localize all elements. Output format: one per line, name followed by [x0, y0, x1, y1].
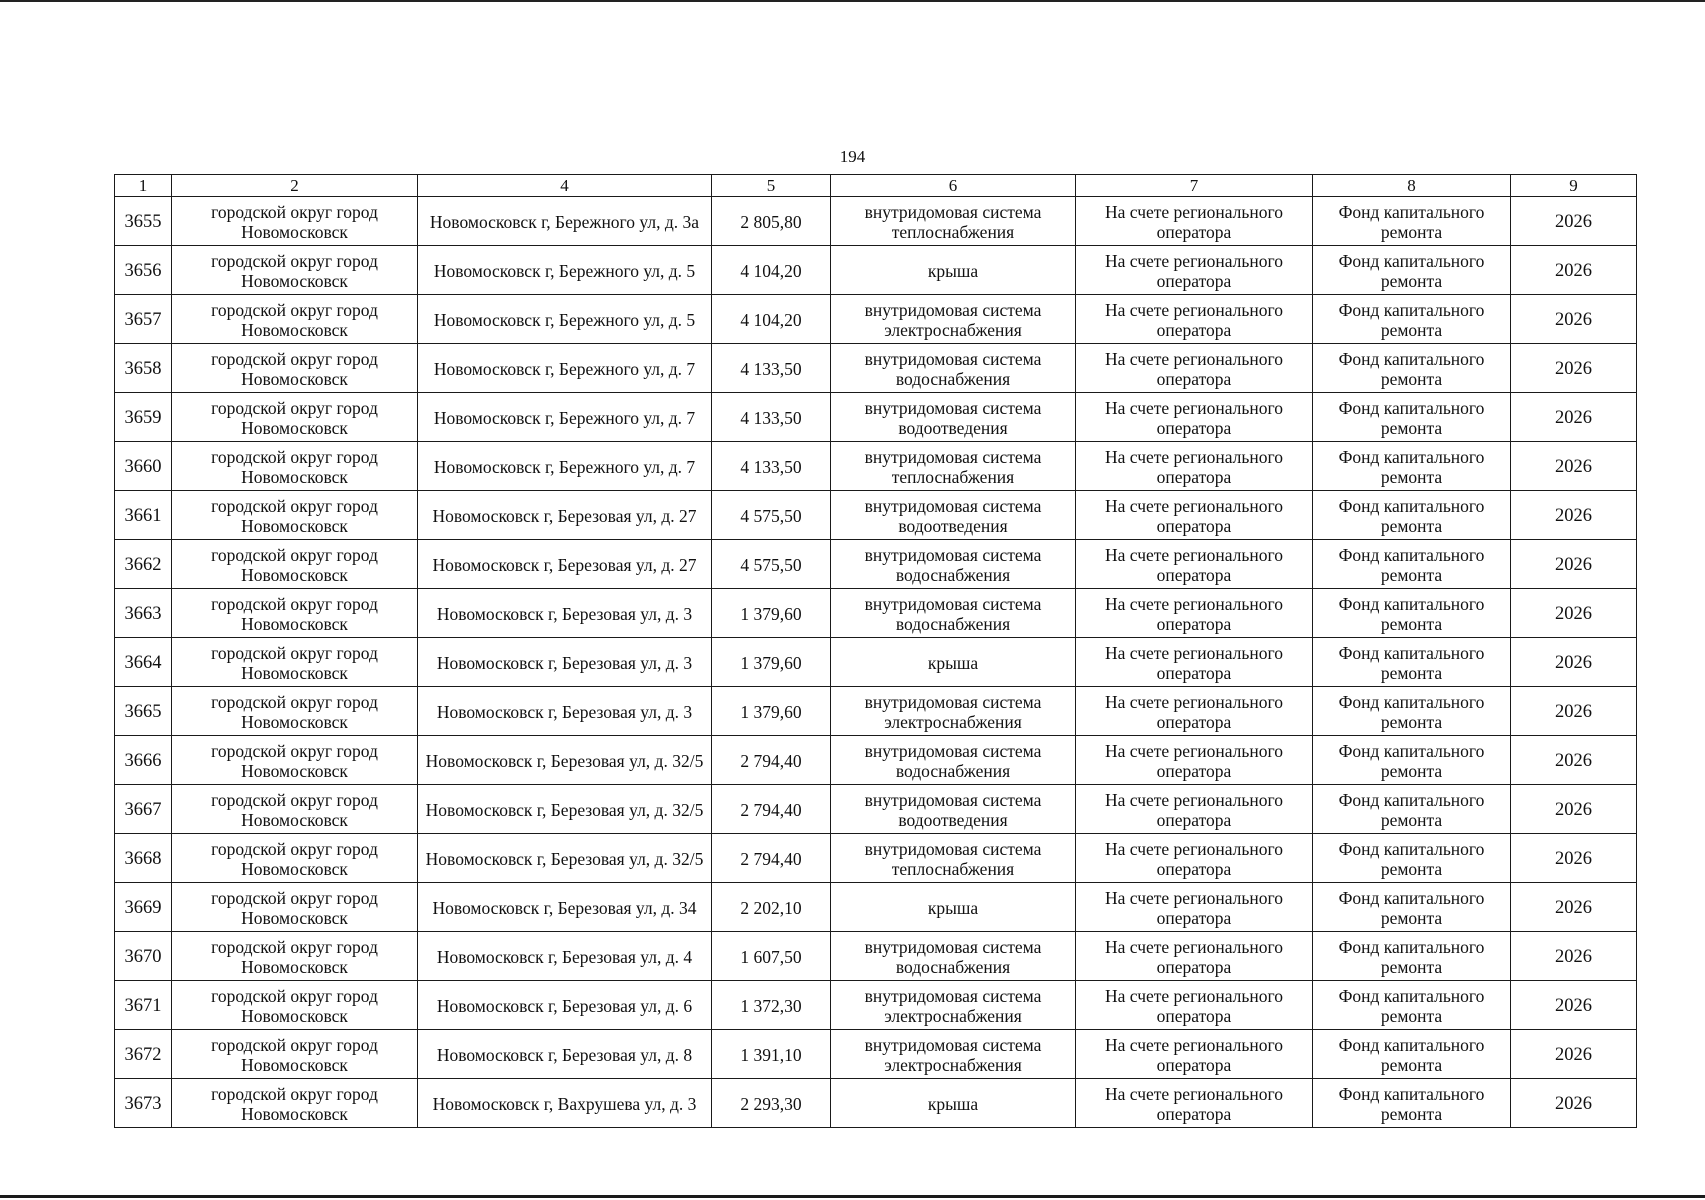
column-header: 8 — [1313, 175, 1511, 197]
table-row — [115, 1079, 1637, 1128]
address-cell: Новомосковск г, Березовая ул, д. 3 — [418, 687, 712, 736]
address-cell: Новомосковск г, Березовая ул, д. 4 — [418, 932, 712, 981]
area-cell: 4 133,50 — [712, 393, 831, 442]
row-number-cell: 3657 — [115, 295, 172, 344]
work-type-cell: внутридомовая система водоотведения — [831, 785, 1076, 834]
row-number-cell: 3662 — [115, 540, 172, 589]
year-cell: 2026 — [1511, 295, 1637, 344]
registry-table — [114, 174, 1637, 1128]
area-cell: 4 575,50 — [712, 540, 831, 589]
work-type-cell: внутридомовая система электроснабжения — [831, 981, 1076, 1030]
row-number-cell: 3655 — [115, 197, 172, 246]
work-type-cell: крыша — [831, 1079, 1076, 1128]
address-cell: Новомосковск г, Березовая ул, д. 34 — [418, 883, 712, 932]
scan-top-edge — [0, 0, 1705, 2]
fund-cell: Фонд капитального ремонта — [1313, 638, 1511, 687]
area-cell: 2 293,30 — [712, 1079, 831, 1128]
year-cell: 2026 — [1511, 393, 1637, 442]
year-cell: 2026 — [1511, 540, 1637, 589]
row-number-cell: 3665 — [115, 687, 172, 736]
table-row — [115, 442, 1637, 491]
row-number-cell: 3659 — [115, 393, 172, 442]
row-number-cell: 3671 — [115, 981, 172, 1030]
municipality-cell: городской округ город Новомосковск — [172, 442, 418, 491]
account-cell: На счете регионального оператора — [1076, 442, 1313, 491]
account-cell: На счете регионального оператора — [1076, 638, 1313, 687]
year-cell: 2026 — [1511, 589, 1637, 638]
table-row — [115, 1030, 1637, 1079]
column-header: 7 — [1076, 175, 1313, 197]
address-cell: Новомосковск г, Березовая ул, д. 27 — [418, 540, 712, 589]
area-cell: 4 575,50 — [712, 491, 831, 540]
address-cell: Новомосковск г, Бережного ул, д. 5 — [418, 295, 712, 344]
account-cell: На счете регионального оператора — [1076, 295, 1313, 344]
row-number-cell: 3673 — [115, 1079, 172, 1128]
table-row — [115, 981, 1637, 1030]
work-type-cell: внутридомовая система электроснабжения — [831, 1030, 1076, 1079]
table-row — [115, 540, 1637, 589]
address-cell: Новомосковск г, Березовая ул, д. 3 — [418, 638, 712, 687]
account-cell: На счете регионального оператора — [1076, 834, 1313, 883]
address-cell: Новомосковск г, Березовая ул, д. 3 — [418, 589, 712, 638]
account-cell: На счете регионального оператора — [1076, 981, 1313, 1030]
work-type-cell: крыша — [831, 246, 1076, 295]
column-header: 1 — [115, 175, 172, 197]
fund-cell: Фонд капитального ремонта — [1313, 785, 1511, 834]
table-row — [115, 736, 1637, 785]
table-body — [115, 175, 1637, 1128]
table-row — [115, 687, 1637, 736]
municipality-cell: городской округ город Новомосковск — [172, 295, 418, 344]
fund-cell: Фонд капитального ремонта — [1313, 981, 1511, 1030]
table-row — [115, 785, 1637, 834]
fund-cell: Фонд капитального ремонта — [1313, 1079, 1511, 1128]
fund-cell: Фонд капитального ремонта — [1313, 589, 1511, 638]
fund-cell: Фонд капитального ремонта — [1313, 491, 1511, 540]
municipality-cell: городской округ город Новомосковск — [172, 932, 418, 981]
fund-cell: Фонд капитального ремонта — [1313, 393, 1511, 442]
column-header: 5 — [712, 175, 831, 197]
work-type-cell: внутридомовая система теплоснабжения — [831, 834, 1076, 883]
fund-cell: Фонд капитального ремонта — [1313, 540, 1511, 589]
year-cell: 2026 — [1511, 197, 1637, 246]
column-header: 4 — [418, 175, 712, 197]
work-type-cell: внутридомовая система теплоснабжения — [831, 442, 1076, 491]
address-cell: Новомосковск г, Березовая ул, д. 8 — [418, 1030, 712, 1079]
address-cell: Новомосковск г, Бережного ул, д. 5 — [418, 246, 712, 295]
municipality-cell: городской округ город Новомосковск — [172, 491, 418, 540]
fund-cell: Фонд капитального ремонта — [1313, 246, 1511, 295]
fund-cell: Фонд капитального ремонта — [1313, 295, 1511, 344]
account-cell: На счете регионального оператора — [1076, 491, 1313, 540]
table-row — [115, 393, 1637, 442]
account-cell: На счете регионального оператора — [1076, 589, 1313, 638]
area-cell: 1 379,60 — [712, 638, 831, 687]
area-cell: 1 379,60 — [712, 589, 831, 638]
account-cell: На счете регионального оператора — [1076, 344, 1313, 393]
work-type-cell: крыша — [831, 883, 1076, 932]
fund-cell: Фонд капитального ремонта — [1313, 932, 1511, 981]
address-cell: Новомосковск г, Березовая ул, д. 6 — [418, 981, 712, 1030]
area-cell: 4 104,20 — [712, 246, 831, 295]
row-number-cell: 3661 — [115, 491, 172, 540]
municipality-cell: городской округ город Новомосковск — [172, 1079, 418, 1128]
account-cell: На счете регионального оператора — [1076, 246, 1313, 295]
row-number-cell: 3666 — [115, 736, 172, 785]
municipality-cell: городской округ город Новомосковск — [172, 344, 418, 393]
address-cell: Новомосковск г, Березовая ул, д. 32/5 — [418, 785, 712, 834]
municipality-cell: городской округ город Новомосковск — [172, 834, 418, 883]
year-cell: 2026 — [1511, 932, 1637, 981]
header-row — [115, 175, 1637, 197]
table-row — [115, 589, 1637, 638]
area-cell: 4 133,50 — [712, 344, 831, 393]
municipality-cell: городской округ город Новомосковск — [172, 785, 418, 834]
column-header: 6 — [831, 175, 1076, 197]
year-cell: 2026 — [1511, 834, 1637, 883]
work-type-cell: внутридомовая система водоснабжения — [831, 932, 1076, 981]
account-cell: На счете регионального оператора — [1076, 540, 1313, 589]
address-cell: Новомосковск г, Березовая ул, д. 32/5 — [418, 834, 712, 883]
row-number-cell: 3656 — [115, 246, 172, 295]
account-cell: На счете регионального оператора — [1076, 393, 1313, 442]
table-row — [115, 295, 1637, 344]
account-cell: На счете регионального оператора — [1076, 785, 1313, 834]
work-type-cell: внутридомовая система водоотведения — [831, 393, 1076, 442]
municipality-cell: городской округ город Новомосковск — [172, 589, 418, 638]
row-number-cell: 3672 — [115, 1030, 172, 1079]
year-cell: 2026 — [1511, 981, 1637, 1030]
address-cell: Новомосковск г, Березовая ул, д. 32/5 — [418, 736, 712, 785]
account-cell: На счете регионального оператора — [1076, 687, 1313, 736]
table-row — [115, 932, 1637, 981]
account-cell: На счете регионального оператора — [1076, 1079, 1313, 1128]
fund-cell: Фонд капитального ремонта — [1313, 1030, 1511, 1079]
municipality-cell: городской округ город Новомосковск — [172, 393, 418, 442]
fund-cell: Фонд капитального ремонта — [1313, 736, 1511, 785]
year-cell: 2026 — [1511, 736, 1637, 785]
table-row — [115, 834, 1637, 883]
year-cell: 2026 — [1511, 246, 1637, 295]
row-number-cell: 3664 — [115, 638, 172, 687]
area-cell: 1 372,30 — [712, 981, 831, 1030]
municipality-cell: городской округ город Новомосковск — [172, 883, 418, 932]
area-cell: 2 794,40 — [712, 736, 831, 785]
year-cell: 2026 — [1511, 1030, 1637, 1079]
municipality-cell: городской округ город Новомосковск — [172, 246, 418, 295]
address-cell: Новомосковск г, Вахрушева ул, д. 3 — [418, 1079, 712, 1128]
municipality-cell: городской округ город Новомосковск — [172, 540, 418, 589]
work-type-cell: внутридомовая система теплоснабжения — [831, 197, 1076, 246]
row-number-cell: 3670 — [115, 932, 172, 981]
area-cell: 4 104,20 — [712, 295, 831, 344]
year-cell: 2026 — [1511, 638, 1637, 687]
address-cell: Новомосковск г, Бережного ул, д. 3а — [418, 197, 712, 246]
page-number: 194 — [839, 147, 866, 166]
table-row — [115, 491, 1637, 540]
work-type-cell: внутридомовая система водоснабжения — [831, 736, 1076, 785]
scan-bottom-edge — [0, 1195, 1705, 1198]
column-header: 2 — [172, 175, 418, 197]
fund-cell: Фонд капитального ремонта — [1313, 344, 1511, 393]
table-row — [115, 344, 1637, 393]
work-type-cell: крыша — [831, 638, 1076, 687]
address-cell: Новомосковск г, Бережного ул, д. 7 — [418, 344, 712, 393]
account-cell: На счете регионального оператора — [1076, 883, 1313, 932]
year-cell: 2026 — [1511, 1079, 1637, 1128]
area-cell: 1 379,60 — [712, 687, 831, 736]
year-cell: 2026 — [1511, 491, 1637, 540]
municipality-cell: городской округ город Новомосковск — [172, 197, 418, 246]
fund-cell: Фонд капитального ремонта — [1313, 883, 1511, 932]
area-cell: 4 133,50 — [712, 442, 831, 491]
account-cell: На счете регионального оператора — [1076, 932, 1313, 981]
account-cell: На счете регионального оператора — [1076, 1030, 1313, 1079]
work-type-cell: внутридомовая система водоснабжения — [831, 344, 1076, 393]
row-number-cell: 3669 — [115, 883, 172, 932]
fund-cell: Фонд капитального ремонта — [1313, 834, 1511, 883]
work-type-cell: внутридомовая система водоснабжения — [831, 540, 1076, 589]
year-cell: 2026 — [1511, 344, 1637, 393]
fund-cell: Фонд капитального ремонта — [1313, 197, 1511, 246]
row-number-cell: 3660 — [115, 442, 172, 491]
area-cell: 2 794,40 — [712, 785, 831, 834]
address-cell: Новомосковск г, Бережного ул, д. 7 — [418, 442, 712, 491]
column-header: 9 — [1511, 175, 1637, 197]
work-type-cell: внутридомовая система водоснабжения — [831, 589, 1076, 638]
municipality-cell: городской округ город Новомосковск — [172, 1030, 418, 1079]
area-cell: 1 607,50 — [712, 932, 831, 981]
municipality-cell: городской округ город Новомосковск — [172, 687, 418, 736]
table-row — [115, 638, 1637, 687]
table-row — [115, 883, 1637, 932]
table-row — [115, 197, 1637, 246]
year-cell: 2026 — [1511, 442, 1637, 491]
account-cell: На счете регионального оператора — [1076, 736, 1313, 785]
work-type-cell: внутридомовая система электроснабжения — [831, 295, 1076, 344]
row-number-cell: 3667 — [115, 785, 172, 834]
row-number-cell: 3658 — [115, 344, 172, 393]
address-cell: Новомосковск г, Бережного ул, д. 7 — [418, 393, 712, 442]
year-cell: 2026 — [1511, 883, 1637, 932]
area-cell: 2 202,10 — [712, 883, 831, 932]
area-cell: 2 794,40 — [712, 834, 831, 883]
address-cell: Новомосковск г, Березовая ул, д. 27 — [418, 491, 712, 540]
municipality-cell: городской округ город Новомосковск — [172, 736, 418, 785]
row-number-cell: 3668 — [115, 834, 172, 883]
year-cell: 2026 — [1511, 785, 1637, 834]
municipality-cell: городской округ город Новомосковск — [172, 981, 418, 1030]
fund-cell: Фонд капитального ремонта — [1313, 687, 1511, 736]
row-number-cell: 3663 — [115, 589, 172, 638]
year-cell: 2026 — [1511, 687, 1637, 736]
table-row — [115, 246, 1637, 295]
work-type-cell: внутридомовая система водоотведения — [831, 491, 1076, 540]
area-cell: 2 805,80 — [712, 197, 831, 246]
municipality-cell: городской округ город Новомосковск — [172, 638, 418, 687]
area-cell: 1 391,10 — [712, 1030, 831, 1079]
fund-cell: Фонд капитального ремонта — [1313, 442, 1511, 491]
work-type-cell: внутридомовая система электроснабжения — [831, 687, 1076, 736]
account-cell: На счете регионального оператора — [1076, 197, 1313, 246]
